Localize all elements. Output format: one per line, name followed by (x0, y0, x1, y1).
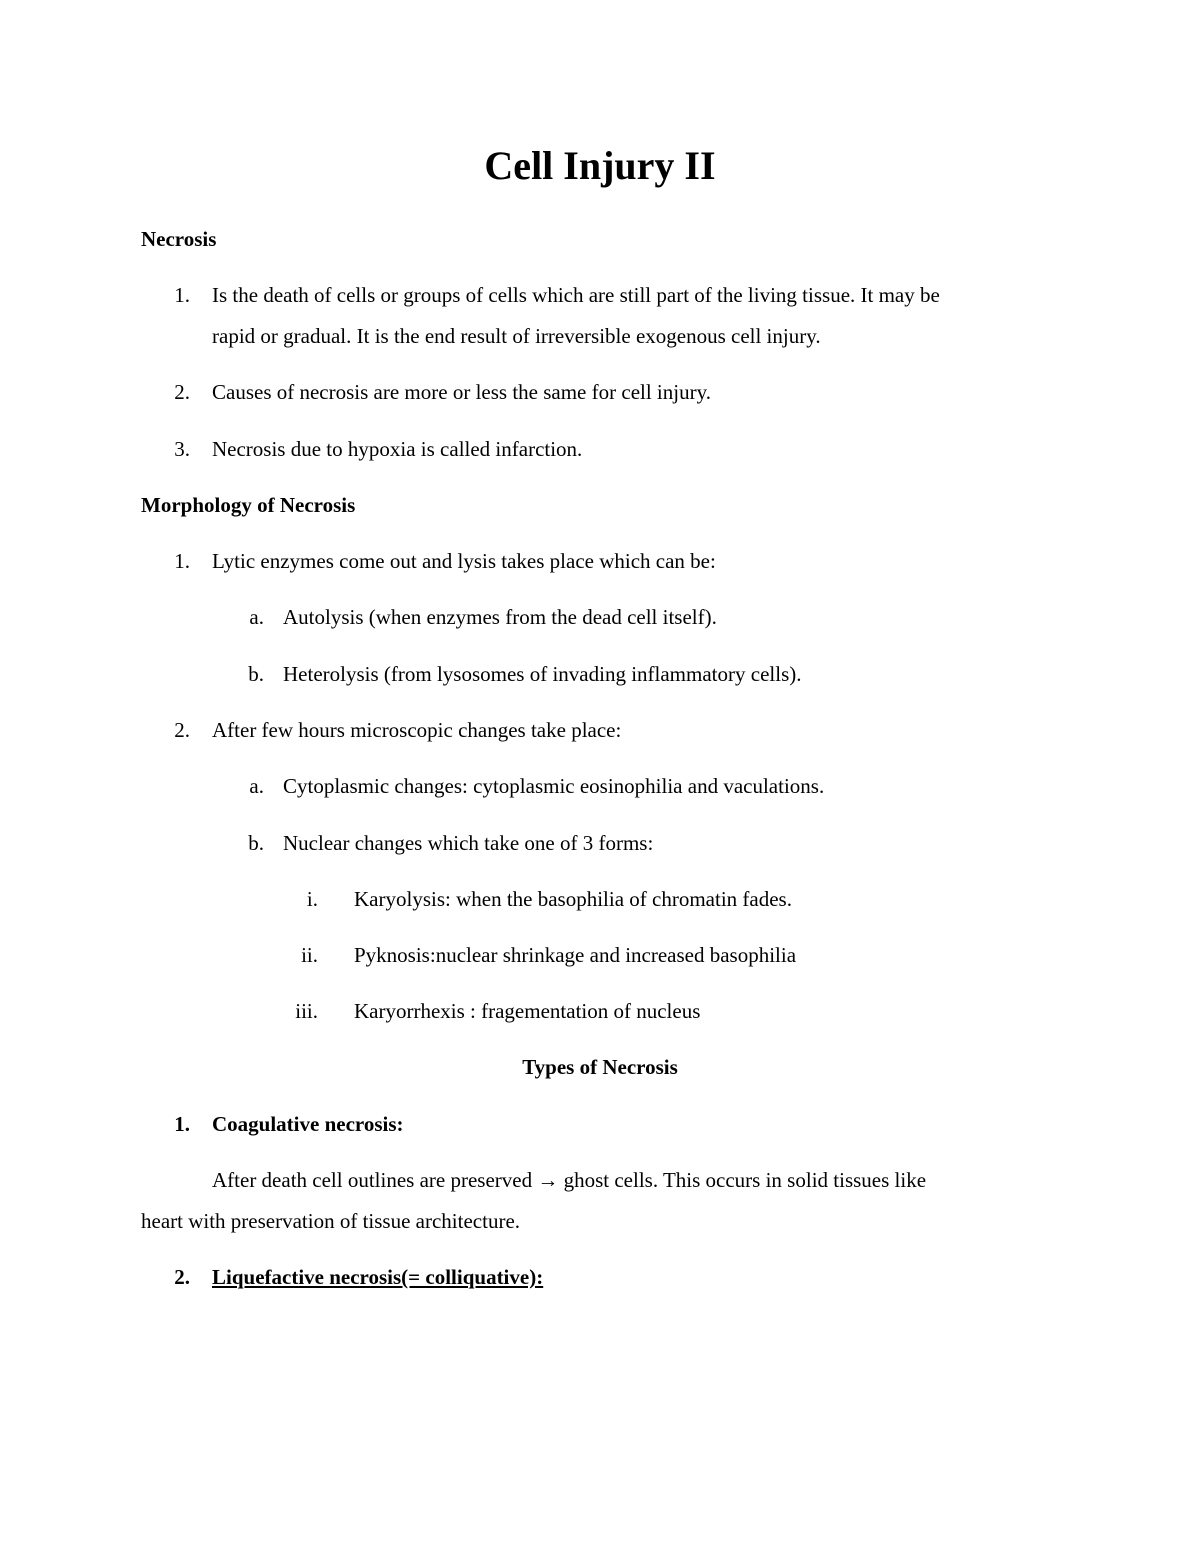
sublist-item-text: Cytoplasmic changes: cytoplasmic eosinophilia and vaculations. (283, 774, 825, 798)
list-item-text-continued: rapid or gradual. It is the end result of irreversible exogenous cell injury. (212, 324, 821, 348)
roman-list-marker: iii. (295, 999, 318, 1023)
list-item-text: Causes of necrosis are more or less the same for cell injury. (212, 380, 711, 404)
section-heading-types: Types of Necrosis (522, 1055, 678, 1079)
section-heading-necrosis: Necrosis (141, 227, 217, 251)
paragraph-text-continued: heart with preservation of tissue architecture. (141, 1209, 521, 1233)
section-heading-morphology: Morphology of Necrosis (141, 493, 356, 517)
roman-list-marker: ii. (301, 943, 318, 967)
list-item-text: Lytic enzymes come out and lysis takes place which can be: (212, 549, 716, 573)
sublist-marker: b. (248, 662, 264, 686)
roman-list-item-text: Karyorrhexis : fragementation of nucleus (354, 999, 701, 1023)
list-item-text: After few hours microscopic changes take place: (212, 718, 622, 742)
list-marker: 3. (174, 437, 190, 461)
roman-list-item-text: Pyknosis:nuclear shrinkage and increased basophilia (354, 943, 797, 967)
list-marker: 2. (174, 718, 190, 742)
sublist-item-text: Heterolysis (from lysosomes of invading inflammatory cells). (283, 662, 802, 686)
sublist-marker: a. (249, 605, 264, 629)
list-item-text: Necrosis due to hypoxia is called infarction. (212, 437, 583, 461)
list-marker: 2. (174, 1265, 190, 1289)
list-marker: 1. (174, 1112, 190, 1136)
list-marker: 1. (174, 549, 190, 573)
paragraph-text: After death cell outlines are preserved → ghost cells. This occurs in solid tissues like (212, 1168, 927, 1192)
list-marker: 2. (174, 380, 190, 404)
sublist-item-text: Nuclear changes which take one of 3 forms: (283, 831, 654, 855)
subheading-liquefactive: Liquefactive necrosis(= colliquative): (212, 1265, 544, 1289)
list-marker: 1. (174, 283, 190, 307)
list-item-text: Is the death of cells or groups of cells which are still part of the living tissue. It may be (212, 283, 940, 307)
subheading-coagulative: Coagulative necrosis: (212, 1112, 404, 1136)
roman-list-item-text: Karyolysis: when the basophilia of chromatin fades. (354, 887, 792, 911)
roman-list-marker: i. (306, 887, 318, 911)
page-title: Cell Injury II (484, 143, 716, 188)
sublist-marker: b. (248, 831, 264, 855)
sublist-marker: a. (249, 774, 264, 798)
sublist-item-text: Autolysis (when enzymes from the dead cell itself). (283, 605, 717, 629)
